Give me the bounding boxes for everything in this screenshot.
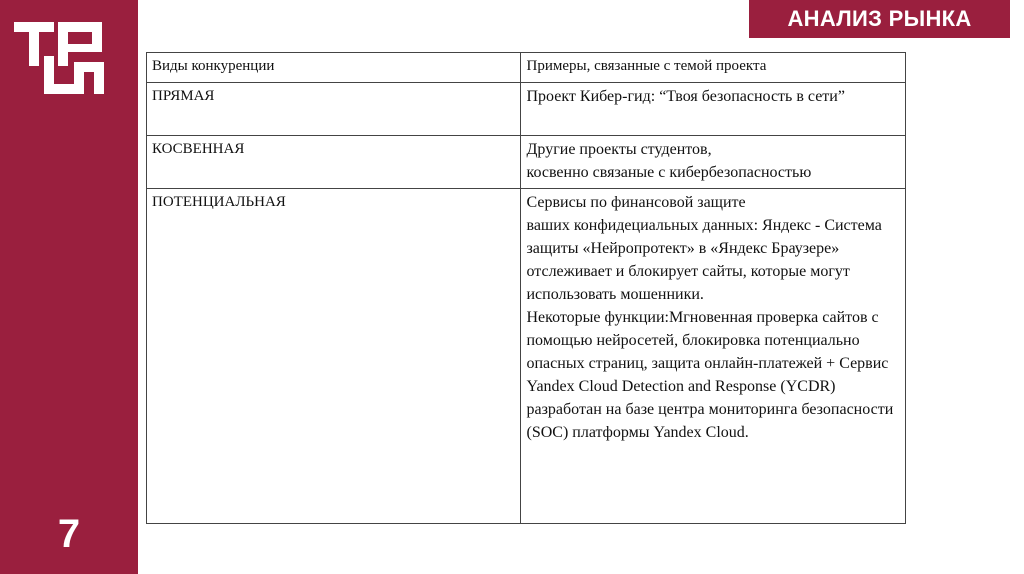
competition-type-cell: КОСВЕННАЯ — [147, 136, 521, 189]
competition-table — [146, 52, 906, 524]
slide-title: АНАЛИЗ РЫНКА — [749, 0, 1010, 38]
slide-number: 7 — [57, 512, 81, 556]
competition-type-cell: ПРЯМАЯ — [147, 83, 521, 136]
table-row — [147, 189, 906, 524]
example-cell: Проект Кибер-гид: “Твоя безопасность в сети” — [521, 83, 906, 136]
tpu-logo-icon — [14, 22, 110, 94]
table-header-row — [147, 53, 906, 83]
header-examples: Примеры, связанные с темой проекта — [521, 53, 906, 83]
table-row — [147, 136, 906, 189]
sidebar — [0, 0, 138, 574]
competition-type-cell: ПОТЕНЦИАЛЬНАЯ — [147, 189, 521, 524]
header-competition-type: Виды конкуренции — [147, 53, 521, 83]
table-row — [147, 83, 906, 136]
example-cell: Другие проекты студентов, косвенно связаные с кибербезопасностью — [521, 136, 906, 189]
example-cell: Сервисы по финансовой защите ваших конфидециальных данных: Яндекс - Система защиты «Нейропротект» в «Яндекс Браузере» отслеживает и блокирует сайты, которые могут использовать мошенники. Некоторые функции:Мгновенная проверка сайтов с помощью нейросетей, блокировка потенциально опасных страниц, защита онлайн-платежей + Сервис Yandex Cloud Detection and Response (YCDR) разработан на базе центра мониторинга безопасности (SOC) платформы Yandex Cloud. — [521, 189, 906, 524]
